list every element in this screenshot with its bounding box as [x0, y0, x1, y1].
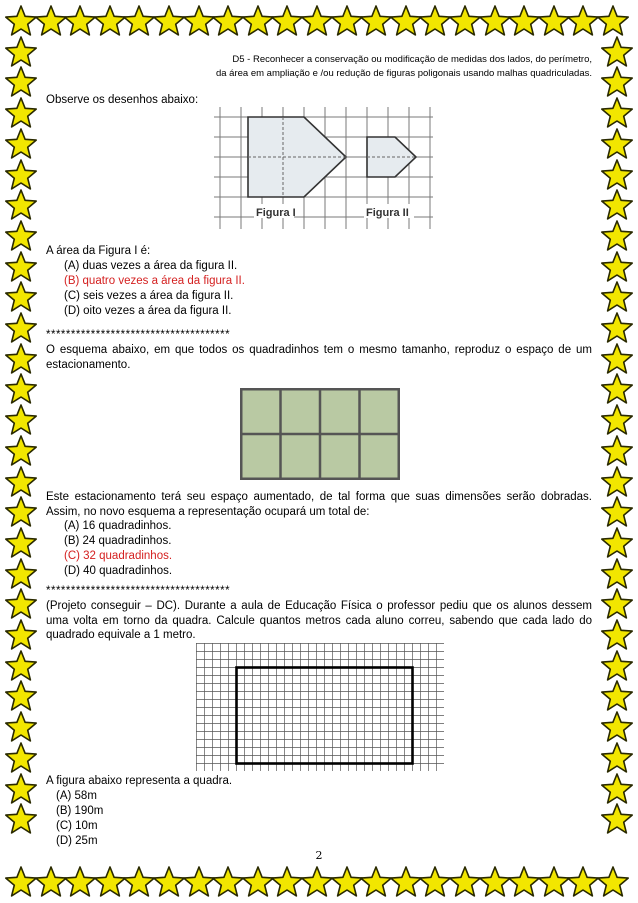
star-icon: [4, 710, 38, 744]
star-icon: [4, 372, 38, 406]
star-icon: [4, 557, 38, 591]
star-border-right: [596, 0, 638, 903]
star-icon: [600, 618, 634, 652]
star-icon: [4, 188, 38, 222]
star-border-bottom: [0, 861, 638, 903]
star-icon: [600, 802, 634, 836]
star-border-top: [0, 0, 638, 42]
star-icon: [4, 250, 38, 284]
q2-option-d: (D) 40 quadradinhos.: [64, 565, 173, 577]
q3-option-b: (B) 190m: [56, 805, 104, 817]
star-icon: [600, 35, 634, 69]
star-icon: [600, 250, 634, 284]
star-icon: [4, 219, 38, 253]
star-icon: [600, 741, 634, 775]
star-icon: [600, 403, 634, 437]
star-icon: [4, 802, 38, 836]
star-icon: [600, 434, 634, 468]
separator-1: *************************************: [46, 329, 231, 341]
star-icon: [600, 96, 634, 130]
q3-caption: A figura abaixo representa a quadra.: [46, 775, 233, 787]
figure-1-label: Figura I: [256, 207, 296, 219]
star-icon: [4, 403, 38, 437]
star-icon: [600, 188, 634, 222]
star-icon: [600, 557, 634, 591]
q1-option-a: (A) duas vezes a área da figura II.: [64, 260, 238, 272]
figure-2-label: Figura II: [366, 207, 409, 219]
star-icon: [4, 280, 38, 314]
separator-2: *************************************: [46, 585, 231, 597]
star-icon: [4, 618, 38, 652]
star-icon: [600, 710, 634, 744]
star-icon: [600, 158, 634, 192]
star-icon: [600, 679, 634, 713]
star-icon: [4, 587, 38, 621]
star-icon: [4, 434, 38, 468]
star-icon: [4, 35, 38, 69]
q2-option-a: (A) 16 quadradinhos.: [64, 520, 172, 532]
star-icon: [600, 219, 634, 253]
star-icon: [600, 772, 634, 806]
star-icon: [600, 465, 634, 499]
descriptor-line-1: D5 - Reconhecer a conservação ou modificação de medidas dos lados, do perímetro,: [232, 54, 592, 65]
q2-statement: Este estacionamento terá seu espaço aumentado, de tal forma que suas dimensões serão dobradas. Assim, no novo esquema a representação ocupará um total de:: [46, 491, 592, 518]
star-icon: [4, 649, 38, 683]
star-icon: [4, 526, 38, 560]
court-grid-image: [196, 643, 444, 771]
star-icon: [4, 465, 38, 499]
star-icon: [4, 772, 38, 806]
star-icon: [600, 65, 634, 99]
star-icon: [600, 526, 634, 560]
figures-grid-image: [214, 107, 433, 229]
q1-intro: Observe os desenhos abaixo:: [46, 94, 199, 106]
star-icon: [600, 649, 634, 683]
star-icon: [600, 311, 634, 345]
q2-intro: O esquema abaixo, em que todos os quadradinhos tem o mesmo tamanho, reproduz o espaço de um estacionamento.: [46, 344, 592, 371]
star-icon: [600, 342, 634, 376]
q3-option-c: (C) 10m: [56, 820, 98, 832]
parking-lot-image: [240, 388, 400, 480]
star-icon: [600, 495, 634, 529]
star-icon: [4, 495, 38, 529]
star-icon: [4, 679, 38, 713]
star-icon: [4, 342, 38, 376]
star-icon: [600, 587, 634, 621]
star-icon: [600, 127, 634, 161]
star-icon: [600, 372, 634, 406]
star-icon: [600, 280, 634, 314]
descriptor-header: [120, 53, 592, 80]
star-border-left: [0, 0, 42, 903]
q1-question: A área da Figura I é:: [46, 245, 151, 257]
star-icon: [4, 311, 38, 345]
q1-option-b-answer: (B) quatro vezes a área da figura II.: [64, 275, 245, 287]
page-number: 2: [315, 849, 323, 862]
q3-option-d: (D) 25m: [56, 835, 98, 847]
q1-option-d: (D) oito vezes a área da figura II.: [64, 305, 232, 317]
star-icon: [4, 741, 38, 775]
q1-option-c: (C) seis vezes a área da figura II.: [64, 290, 234, 302]
descriptor-line-2: da área em ampliação e /ou redução de figuras poligonais usando malhas quadriculadas.: [215, 67, 592, 79]
star-icon: [4, 127, 38, 161]
star-icon: [4, 96, 38, 130]
star-icon: [4, 158, 38, 192]
star-icon: [4, 65, 38, 99]
q2-option-c-answer: (C) 32 quadradinhos.: [64, 550, 173, 562]
q3-option-a: (A) 58m: [56, 790, 97, 802]
q2-option-b: (B) 24 quadradinhos.: [64, 535, 172, 547]
q3-intro: (Projeto conseguir – DC). Durante a aula de Educação Física o professor pediu que os alunos dessem uma volta em torno da quadra. Calcule quantos metros cada aluno correu, sabendo que cada lado do quadrado equivale a 1 metro.: [46, 600, 592, 642]
